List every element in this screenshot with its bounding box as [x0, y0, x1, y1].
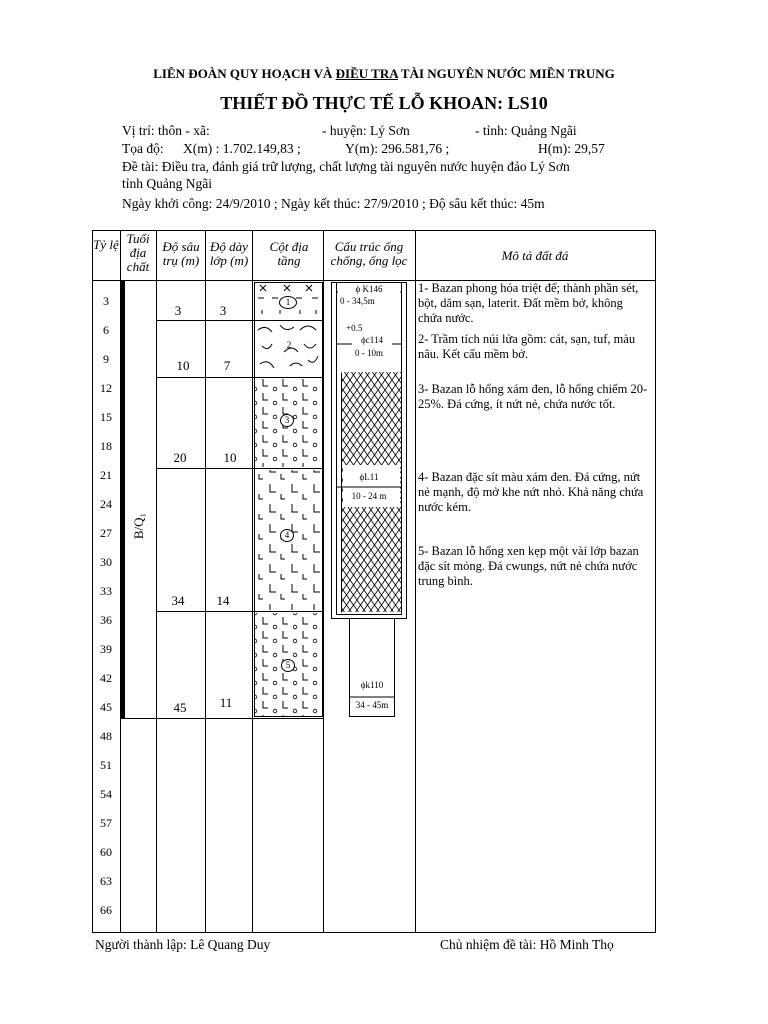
page-title: THIẾT ĐỒ THỰC TẾ LỖ KHOAN: LS10: [220, 93, 548, 113]
scale-value: 45: [100, 700, 112, 714]
scale-value: 15: [100, 410, 112, 424]
scale-value: 63: [100, 874, 112, 888]
scale-value: 42: [100, 671, 112, 685]
scale-value: 60: [100, 845, 112, 859]
pipe-label-k110: ϕk110: [360, 680, 384, 690]
scale-value: 57: [100, 816, 112, 830]
pipe-label-c114: ϕc114: [352, 335, 392, 345]
scale-value: 3: [103, 294, 109, 308]
header-thickness: Độ dày lớp (m): [209, 239, 249, 268]
layer-description: 4- Bazan đặc sít màu xám đen. Đá cứng, nứt nẻ mạnh, độ mở khe nứt nhỏ. Khả năng chứa nước kém.: [418, 470, 644, 514]
pipe-offset: +0.5: [346, 323, 363, 333]
layer-number: 2: [286, 340, 292, 350]
scale-value: 51: [100, 758, 112, 772]
scale-value: 27: [100, 526, 112, 540]
coord-y: Y(m): 296.581,76 ;: [345, 141, 450, 156]
header-description: Mô tả đất đá: [501, 248, 569, 263]
depth-value: 3: [174, 303, 182, 318]
scale-value: 36: [100, 613, 112, 627]
scale-value: 48: [100, 729, 112, 743]
coord-h: H(m): 29,57: [538, 141, 605, 156]
province-text: - tỉnh: Quảng Ngãi: [475, 123, 577, 138]
layer-description: 2- Trầm tích núi lửa gồm: cát, sạn, tuf, màu nâu. Kết cấu mềm bở.: [418, 332, 636, 361]
thickness-value: 10: [223, 450, 237, 465]
thickness-value: 11: [219, 695, 233, 710]
header-scale: Tỷ lệ: [93, 237, 119, 252]
pipe-range-c114: 0 - 10m: [355, 348, 383, 358]
pipe-range-k146: 0 - 34,5m: [340, 296, 375, 306]
header-depth: Độ sâu trụ (m): [162, 239, 200, 268]
pipe-label-k146: ϕ K146: [338, 284, 400, 294]
scale-value: 18: [100, 439, 112, 453]
coords-label: Tọa độ:: [122, 141, 164, 156]
scale-value: 9: [103, 352, 109, 366]
thickness-value: 14: [216, 593, 230, 608]
depth-value: 10: [176, 358, 190, 373]
creator-text: Người thành lập: Lê Quang Duy: [95, 937, 271, 952]
layer-number: 1: [279, 296, 297, 309]
scale-value: 30: [100, 555, 112, 569]
layer-number: 3: [280, 414, 294, 427]
project-line-2: tỉnh Quảng Ngãi: [122, 176, 212, 191]
thickness-value: 7: [223, 358, 231, 373]
scale-value: 33: [100, 584, 112, 598]
district-text: - huyện: Lý Sơn: [322, 123, 410, 138]
thickness-value: 3: [219, 303, 227, 318]
scale-value: 66: [100, 903, 112, 917]
project-line-1: Đề tài: Điều tra, đánh giá trữ lượng, chất lượng tài nguyên nước huyện đảo Lý Sơn: [122, 159, 570, 174]
pipe-label-l11: ϕL11: [359, 472, 379, 482]
depth-value: 45: [173, 700, 187, 715]
header-column: Cột địa tầng: [269, 239, 309, 268]
depth-value: 20: [173, 450, 187, 465]
dates-line: Ngày khởi công: 24/9/2010 ; Ngày kết thúc: 27/9/2010 ; Độ sâu kết thúc: 45m: [122, 196, 545, 211]
location-label: Vị trí: thôn - xã:: [122, 123, 210, 138]
scale-value: 12: [100, 381, 112, 395]
geologic-age-label: B/Q₁: [131, 512, 146, 540]
pipe-range-l11: 10 - 24 m: [351, 491, 387, 501]
layer-number: 4: [280, 529, 294, 542]
layer-description: 5- Bazan lỗ hổng xen kẹp một vài lớp bazan đặc sít mỏng. Đá cwungs, nứt nẻ chứa nước trung bình.: [418, 544, 639, 588]
manager-text: Chủ nhiệm đề tài: Hồ Minh Thọ: [440, 937, 614, 952]
organization-name: LIÊN ĐOÀN QUY HOẠCH VÀ ĐIỀU TRA TÀI NGUYÊN NƯỚC MIỀN TRUNG: [153, 66, 615, 81]
scale-value: 39: [100, 642, 112, 656]
coord-x: X(m) : 1.702.149,83 ;: [183, 141, 301, 156]
pipe-range-k110: 34 - 45m: [355, 700, 389, 710]
scale-value: 6: [103, 323, 109, 337]
scale-value: 54: [100, 787, 112, 801]
scale-value: 21: [100, 468, 112, 482]
layer-description: 1- Bazan phong hóa triệt để; thành phần sét, bột, dăm sạn, laterit. Đất mềm bở, không chứa nước.: [418, 281, 639, 325]
scale-value: 24: [100, 497, 112, 511]
layer-number: 5: [281, 659, 295, 672]
layer-description: 3- Bazan lỗ hổng xám đen, lỗ hổng chiếm 20-25%. Đá cứng, ít nứt nẻ, chứa nước tốt.: [418, 382, 648, 411]
header-structure: Cấu trúc ống chống, ống lọc: [330, 239, 408, 268]
depth-value: 34: [171, 593, 185, 608]
header-age: Tuổi địa chất: [126, 231, 150, 274]
